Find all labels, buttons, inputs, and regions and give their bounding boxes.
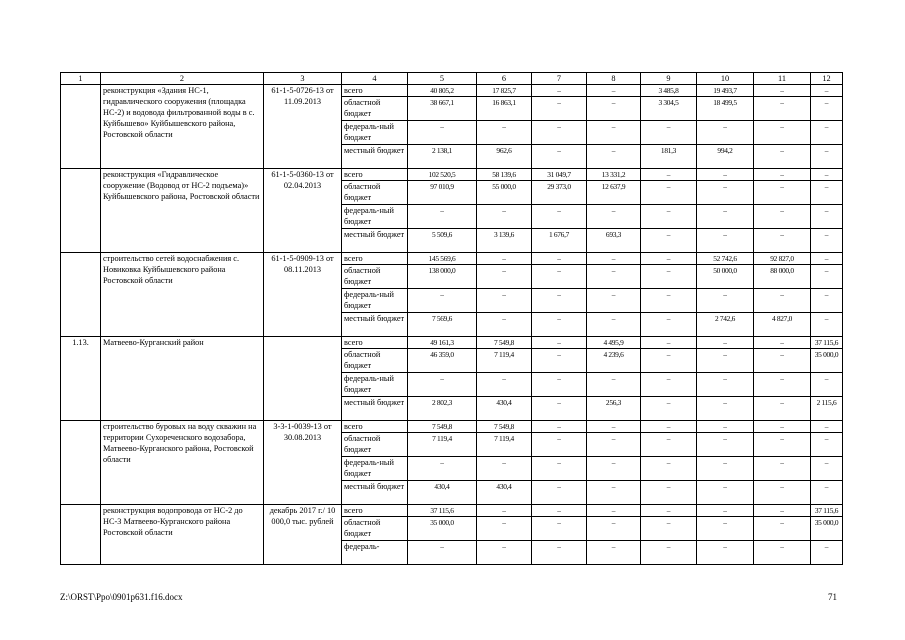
amount-cell: 46 359,0 <box>408 349 477 373</box>
object-description-cell: Матвеево-Курганский район <box>101 337 264 421</box>
funding-source-cell: областной бюджет <box>342 181 408 205</box>
amount-cell: – <box>532 205 587 229</box>
amount-cell: – <box>408 121 477 145</box>
amount-cell: – <box>697 481 754 505</box>
amount-cell: – <box>697 349 754 373</box>
funding-source-cell: всего <box>342 253 408 265</box>
funding-source-cell: областной бюджет <box>342 517 408 541</box>
amount-cell: – <box>408 373 477 397</box>
amount-cell: – <box>641 229 697 253</box>
amount-cell: – <box>587 253 641 265</box>
object-description-cell: реконструкция «Здания НС-1, гидравлического сооружения (площадка НС-2) и водовода фильтрованной воды в с. Куйбышево» Куйбышевского района, Ростовской области <box>101 85 264 169</box>
amount-cell: – <box>754 289 811 313</box>
amount-cell: 5 509,6 <box>408 229 477 253</box>
column-header: 7 <box>532 73 587 85</box>
amount-cell: 88 000,0 <box>754 265 811 289</box>
amount-cell: – <box>754 169 811 181</box>
amount-cell: – <box>477 289 532 313</box>
amount-cell: – <box>641 253 697 265</box>
header-row <box>61 73 843 85</box>
amount-cell: – <box>408 205 477 229</box>
amount-cell: 4 239,6 <box>587 349 641 373</box>
amount-cell: 37 115,6 <box>408 505 477 517</box>
amount-cell: – <box>697 541 754 565</box>
amount-cell: 4 495,9 <box>587 337 641 349</box>
amount-cell: – <box>697 517 754 541</box>
table-row <box>61 421 843 433</box>
amount-cell: – <box>532 517 587 541</box>
amount-cell: – <box>641 397 697 421</box>
amount-cell: – <box>532 253 587 265</box>
amount-cell: 19 493,7 <box>697 85 754 97</box>
amount-cell: – <box>697 397 754 421</box>
amount-cell: – <box>641 313 697 337</box>
amount-cell: 37 115,6 <box>811 505 843 517</box>
amount-cell: 49 161,3 <box>408 337 477 349</box>
amount-cell: 55 000,0 <box>477 181 532 205</box>
amount-cell: – <box>811 169 843 181</box>
column-header: 3 <box>264 73 342 85</box>
section-number-cell <box>61 253 101 337</box>
column-header: 2 <box>101 73 264 85</box>
amount-cell: 693,3 <box>587 229 641 253</box>
amount-cell: – <box>532 97 587 121</box>
amount-cell: – <box>641 181 697 205</box>
amount-cell: – <box>697 205 754 229</box>
amount-cell: – <box>697 229 754 253</box>
amount-cell: – <box>754 373 811 397</box>
amount-cell: – <box>754 541 811 565</box>
table-row <box>61 85 843 97</box>
amount-cell: – <box>754 517 811 541</box>
funding-source-cell: всего <box>342 421 408 433</box>
funding-source-cell: местный бюджет <box>342 229 408 253</box>
amount-cell: – <box>754 421 811 433</box>
amount-cell: – <box>811 421 843 433</box>
amount-cell: 1 676,7 <box>532 229 587 253</box>
amount-cell: – <box>811 313 843 337</box>
amount-cell: – <box>811 265 843 289</box>
amount-cell: – <box>532 85 587 97</box>
amount-cell: – <box>587 97 641 121</box>
funding-source-cell: всего <box>342 85 408 97</box>
section-number-cell <box>61 505 101 565</box>
amount-cell: – <box>811 145 843 169</box>
funding-source-cell: местный бюджет <box>342 145 408 169</box>
funding-source-cell: федераль-ный бюджет <box>342 205 408 229</box>
amount-cell: 2 802,3 <box>408 397 477 421</box>
amount-cell: 4 827,0 <box>754 313 811 337</box>
funding-source-cell: областной бюджет <box>342 265 408 289</box>
amount-cell: – <box>697 433 754 457</box>
funding-source-cell: местный бюджет <box>342 313 408 337</box>
table-row <box>61 337 843 349</box>
amount-cell: – <box>532 145 587 169</box>
amount-cell: 7 549,8 <box>408 421 477 433</box>
object-description-cell: реконструкция водопровода от НС-2 до НС-3 Матвеево-Курганского района Ростовской области <box>101 505 264 565</box>
amount-cell: – <box>587 517 641 541</box>
amount-cell: – <box>532 349 587 373</box>
amount-cell: 3 139,6 <box>477 229 532 253</box>
document-code-cell <box>264 337 342 421</box>
object-description-cell: строительство сетей водоснабжения с. Новиковка Куйбышевского района Ростовской области <box>101 253 264 337</box>
funding-source-cell: всего <box>342 337 408 349</box>
amount-cell: – <box>697 181 754 205</box>
amount-cell: 31 049,7 <box>532 169 587 181</box>
table-row <box>61 169 843 181</box>
amount-cell: 102 520,5 <box>408 169 477 181</box>
amount-cell: – <box>641 481 697 505</box>
amount-cell: – <box>697 457 754 481</box>
amount-cell: – <box>754 85 811 97</box>
amount-cell: – <box>532 421 587 433</box>
amount-cell: 256,3 <box>587 397 641 421</box>
section-number-cell <box>61 169 101 253</box>
amount-cell: 3 485,8 <box>641 85 697 97</box>
amount-cell: – <box>697 421 754 433</box>
financing-table <box>60 72 843 565</box>
column-header: 5 <box>408 73 477 85</box>
table-row <box>61 505 843 517</box>
document-code-cell: декабрь 2017 г./ 10 000,0 тыс. рублей <box>264 505 342 565</box>
amount-cell: – <box>811 541 843 565</box>
amount-cell: 40 805,2 <box>408 85 477 97</box>
funding-source-cell: федераль-ный бюджет <box>342 121 408 145</box>
object-description-cell: реконструкция «Гидравлическое сооружение (Водовод от НС-2 подъема)» Куйбышевского района, Ростовской области <box>101 169 264 253</box>
amount-cell: 92 827,0 <box>754 253 811 265</box>
amount-cell: – <box>477 517 532 541</box>
amount-cell: – <box>754 433 811 457</box>
amount-cell: – <box>641 205 697 229</box>
amount-cell: 97 010,9 <box>408 181 477 205</box>
amount-cell: – <box>587 505 641 517</box>
amount-cell: – <box>697 169 754 181</box>
amount-cell: 2 115,6 <box>811 397 843 421</box>
amount-cell: 16 863,1 <box>477 97 532 121</box>
amount-cell: 13 331,2 <box>587 169 641 181</box>
amount-cell: – <box>754 505 811 517</box>
amount-cell: – <box>697 121 754 145</box>
amount-cell: – <box>587 433 641 457</box>
funding-source-cell: федераль-ный бюджет <box>342 289 408 313</box>
amount-cell: 7 569,6 <box>408 313 477 337</box>
amount-cell: 50 000,0 <box>697 265 754 289</box>
amount-cell: – <box>754 349 811 373</box>
document-code-cell: 3-3-1-0039-13 от 30.08.2013 <box>264 421 342 505</box>
amount-cell: – <box>587 457 641 481</box>
amount-cell: – <box>532 481 587 505</box>
amount-cell: – <box>477 457 532 481</box>
amount-cell: – <box>408 457 477 481</box>
object-description-cell: строительство буровых на воду скважин на территории Сухореченского водозабора, Матвеево-Курганского района, Ростовской области <box>101 421 264 505</box>
amount-cell: 7 119,4 <box>408 433 477 457</box>
column-header: 6 <box>477 73 532 85</box>
column-header: 4 <box>342 73 408 85</box>
amount-cell: 7 119,4 <box>477 433 532 457</box>
amount-cell: – <box>641 265 697 289</box>
amount-cell: – <box>587 313 641 337</box>
amount-cell: – <box>532 397 587 421</box>
amount-cell: – <box>532 313 587 337</box>
funding-source-cell: местный бюджет <box>342 397 408 421</box>
amount-cell: – <box>641 337 697 349</box>
amount-cell: – <box>754 397 811 421</box>
amount-cell: – <box>754 145 811 169</box>
amount-cell: – <box>641 517 697 541</box>
amount-cell: 994,2 <box>697 145 754 169</box>
amount-cell: 145 569,6 <box>408 253 477 265</box>
amount-cell: – <box>408 289 477 313</box>
amount-cell: – <box>811 481 843 505</box>
amount-cell: – <box>587 541 641 565</box>
funding-source-cell: федераль- <box>342 541 408 565</box>
amount-cell: – <box>811 229 843 253</box>
amount-cell: 52 742,6 <box>697 253 754 265</box>
amount-cell: – <box>477 121 532 145</box>
amount-cell: 430,4 <box>477 397 532 421</box>
amount-cell: – <box>641 433 697 457</box>
amount-cell: 12 637,9 <box>587 181 641 205</box>
amount-cell: – <box>408 541 477 565</box>
amount-cell: – <box>532 337 587 349</box>
amount-cell: 181,3 <box>641 145 697 169</box>
funding-source-cell: областной бюджет <box>342 349 408 373</box>
amount-cell: – <box>477 313 532 337</box>
amount-cell: 58 139,6 <box>477 169 532 181</box>
amount-cell: – <box>754 481 811 505</box>
column-header: 12 <box>811 73 843 85</box>
amount-cell: – <box>697 337 754 349</box>
amount-cell: – <box>754 229 811 253</box>
funding-source-cell: всего <box>342 169 408 181</box>
amount-cell: 35 000,0 <box>811 517 843 541</box>
amount-cell: – <box>477 505 532 517</box>
amount-cell: – <box>811 373 843 397</box>
amount-cell: – <box>532 457 587 481</box>
amount-cell: 7 119,4 <box>477 349 532 373</box>
amount-cell: – <box>641 289 697 313</box>
amount-cell: – <box>587 121 641 145</box>
amount-cell: – <box>587 421 641 433</box>
amount-cell: – <box>811 205 843 229</box>
document-code-cell: 61-1-5-0360-13 от 02.04.2013 <box>264 169 342 253</box>
amount-cell: 29 373,0 <box>532 181 587 205</box>
amount-cell: – <box>754 205 811 229</box>
funding-source-cell: всего <box>342 505 408 517</box>
amount-cell: 17 825,7 <box>477 85 532 97</box>
funding-source-cell: федераль-ный бюджет <box>342 457 408 481</box>
amount-cell: – <box>477 373 532 397</box>
amount-cell: – <box>532 265 587 289</box>
amount-cell: 38 667,1 <box>408 97 477 121</box>
amount-cell: – <box>811 433 843 457</box>
amount-cell: – <box>532 505 587 517</box>
amount-cell: – <box>641 457 697 481</box>
amount-cell: – <box>754 457 811 481</box>
amount-cell: – <box>811 97 843 121</box>
funding-source-cell: местный бюджет <box>342 481 408 505</box>
amount-cell: – <box>811 85 843 97</box>
amount-cell: – <box>587 265 641 289</box>
document-code-cell: 61-1-5-0726-13 от 11.09.2013 <box>264 85 342 169</box>
amount-cell: – <box>811 181 843 205</box>
funding-source-cell: федераль-ный бюджет <box>342 373 408 397</box>
amount-cell: – <box>641 541 697 565</box>
amount-cell: 962,6 <box>477 145 532 169</box>
amount-cell: – <box>697 289 754 313</box>
section-number-cell <box>61 421 101 505</box>
amount-cell: – <box>587 481 641 505</box>
amount-cell: – <box>754 121 811 145</box>
amount-cell: – <box>641 169 697 181</box>
amount-cell: – <box>532 289 587 313</box>
column-header: 1 <box>61 73 101 85</box>
amount-cell: – <box>587 289 641 313</box>
amount-cell: 37 115,6 <box>811 337 843 349</box>
amount-cell: – <box>532 121 587 145</box>
column-header: 11 <box>754 73 811 85</box>
amount-cell: – <box>587 373 641 397</box>
amount-cell: 430,4 <box>408 481 477 505</box>
amount-cell: – <box>811 457 843 481</box>
amount-cell: – <box>641 349 697 373</box>
amount-cell: – <box>697 373 754 397</box>
table-row <box>61 253 843 265</box>
amount-cell: – <box>641 121 697 145</box>
amount-cell: 430,4 <box>477 481 532 505</box>
amount-cell: – <box>477 205 532 229</box>
amount-cell: – <box>811 253 843 265</box>
amount-cell: – <box>532 373 587 397</box>
amount-cell: 7 549,8 <box>477 421 532 433</box>
section-number-cell: 1.13. <box>61 337 101 421</box>
page-number: 71 <box>828 592 837 602</box>
funding-source-cell: областной бюджет <box>342 97 408 121</box>
amount-cell: – <box>477 265 532 289</box>
amount-cell: 138 000,0 <box>408 265 477 289</box>
amount-cell: – <box>641 505 697 517</box>
amount-cell: – <box>587 205 641 229</box>
amount-cell: 18 499,5 <box>697 97 754 121</box>
amount-cell: 2 138,1 <box>408 145 477 169</box>
amount-cell: 2 742,6 <box>697 313 754 337</box>
amount-cell: – <box>754 337 811 349</box>
amount-cell: 7 549,8 <box>477 337 532 349</box>
amount-cell: – <box>587 145 641 169</box>
amount-cell: – <box>697 505 754 517</box>
document-code-cell: 61-1-5-0909-13 от 08.11.2013 <box>264 253 342 337</box>
amount-cell: – <box>532 541 587 565</box>
amount-cell: 35 000,0 <box>811 349 843 373</box>
amount-cell: – <box>811 289 843 313</box>
amount-cell: – <box>477 253 532 265</box>
footer-file-path: Z:\ORST\Ppo\0901p631.f16.docx <box>60 592 183 602</box>
amount-cell: – <box>641 373 697 397</box>
section-number-cell <box>61 85 101 169</box>
amount-cell: – <box>811 121 843 145</box>
column-header: 8 <box>587 73 641 85</box>
amount-cell: 35 000,0 <box>408 517 477 541</box>
amount-cell: 3 304,5 <box>641 97 697 121</box>
column-header: 10 <box>697 73 754 85</box>
amount-cell: – <box>587 85 641 97</box>
amount-cell: – <box>477 541 532 565</box>
column-header: 9 <box>641 73 697 85</box>
amount-cell: – <box>532 433 587 457</box>
amount-cell: – <box>754 97 811 121</box>
amount-cell: – <box>641 421 697 433</box>
amount-cell: – <box>754 181 811 205</box>
funding-source-cell: областной бюджет <box>342 433 408 457</box>
